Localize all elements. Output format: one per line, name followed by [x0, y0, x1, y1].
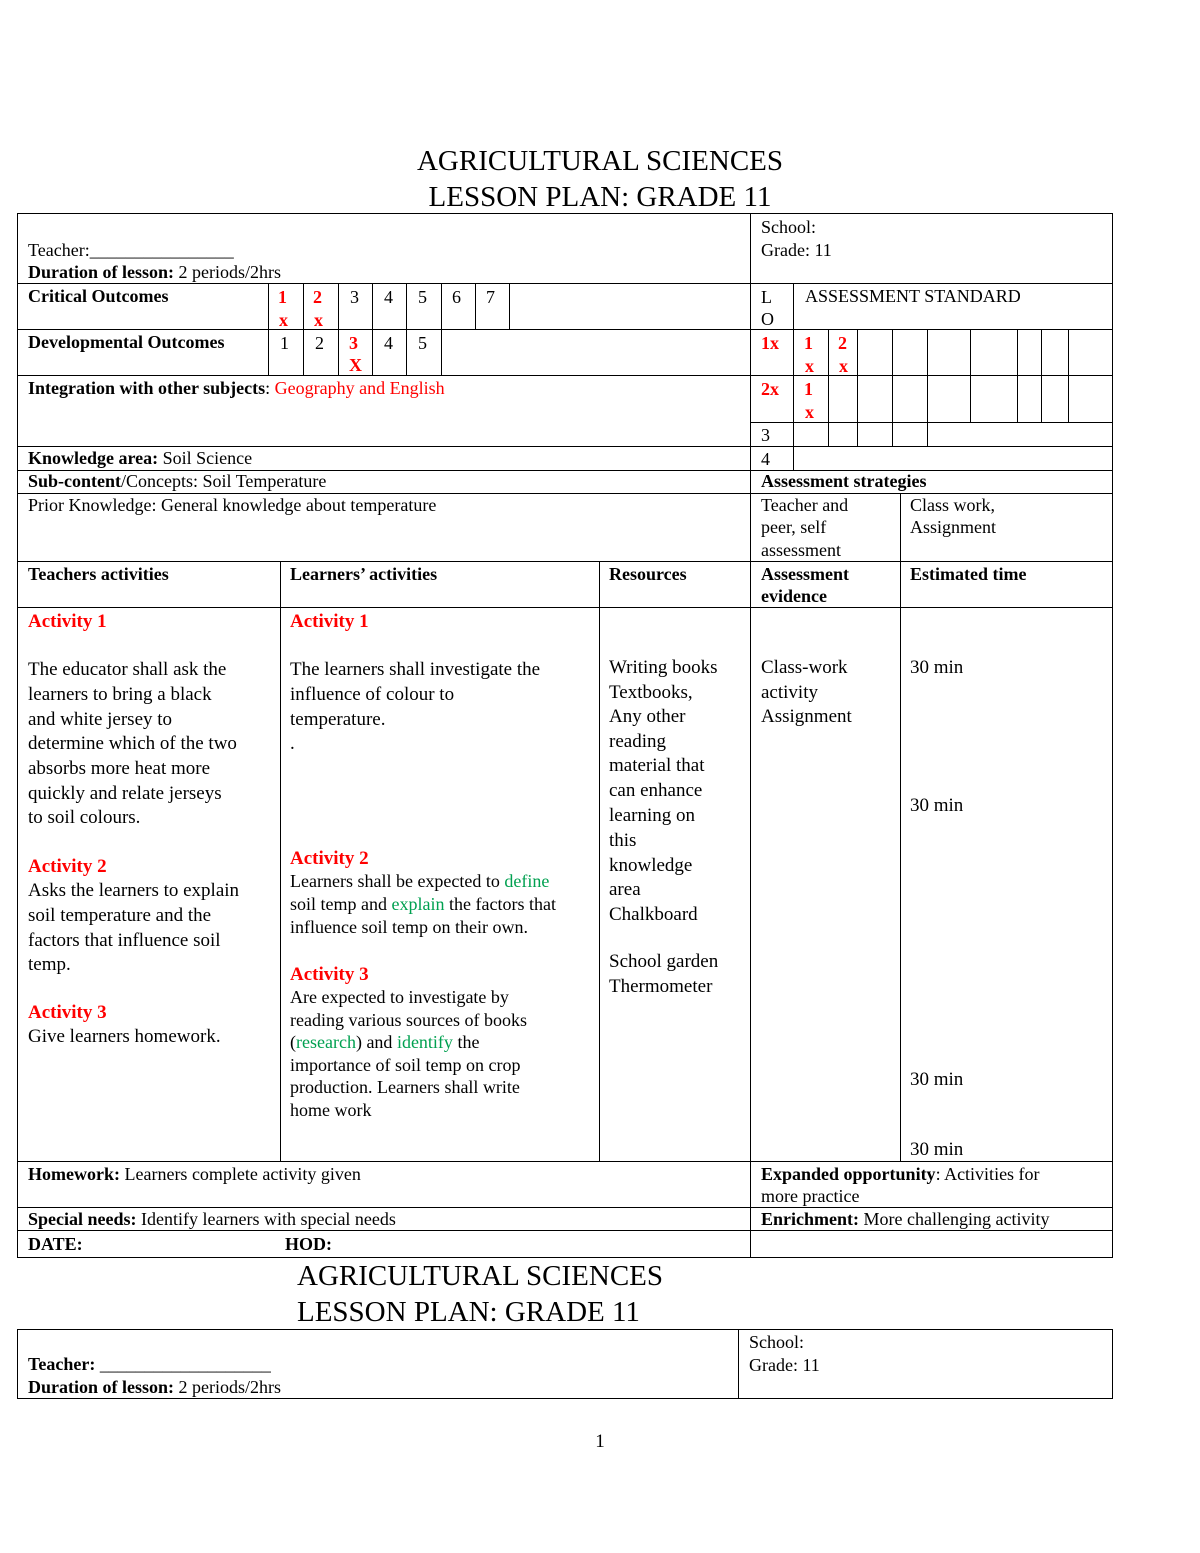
sub-content-row: Sub-content/Concepts: Soil Temperature [28, 471, 327, 491]
developmental-outcome-4: 4 [384, 333, 393, 353]
second-page-subtitle: LESSON PLAN: GRADE 11 [297, 1296, 640, 1328]
teacher-activity-3-line: Give learners homework. [28, 1026, 221, 1047]
expanded-opportunity-row: Expanded opportunity: Activities for [761, 1164, 1040, 1184]
header-resources: Resources [609, 564, 687, 584]
learner-activity-3-line-5: production. Learners shall write [290, 1077, 520, 1097]
enrichment-row: Enrichment: More challenging activity [761, 1209, 1050, 1229]
header-teachers-activities: Teachers activities [28, 564, 169, 584]
resource-item: knowledge [609, 855, 693, 876]
critical-outcome-1: 1 [278, 287, 287, 307]
teacher-activity-2-title: Activity 2 [28, 856, 107, 877]
integration-row: Integration with other subjects: Geography and English [28, 378, 445, 398]
knowledge-area-row: Knowledge area: Soil Science [28, 448, 253, 468]
resource-item: area [609, 879, 641, 900]
teacher-activity-1-line: to soil colours. [28, 807, 141, 828]
resource-item: Chalkboard [609, 904, 698, 925]
resource-item: Writing books [609, 657, 718, 678]
assessment-strategy-left-2: peer, self [761, 517, 827, 537]
learner-activity-2-line-3: influence soil temp on their own. [290, 917, 528, 937]
learner-activity-1-line: The learners shall investigate the [290, 659, 541, 680]
lo-row-1-as-1: 1 [804, 333, 813, 353]
lo-l: L [761, 287, 772, 307]
learner-activity-2-title: Activity 2 [290, 848, 369, 869]
resource-item: this [609, 830, 637, 851]
school-label: School: [761, 217, 817, 237]
critical-outcome-6: 6 [452, 287, 461, 307]
learner-activity-3-line-3: (research) and identify the [290, 1032, 480, 1052]
resource-item: can enhance [609, 780, 703, 801]
learner-activity-1-line: temperature. [290, 709, 386, 730]
teacher-activity-2-line: temp. [28, 954, 71, 975]
teacher-activity-1-line: and white jersey to [28, 709, 173, 730]
page-title: AGRICULTURAL SCIENCES [416, 145, 784, 177]
second-page-title: AGRICULTURAL SCIENCES [297, 1260, 664, 1292]
evidence-item: Class-work [761, 657, 848, 678]
assessment-strategy-left-1: Teacher and [761, 495, 849, 515]
lo-row-2-as-1-mark: x [805, 402, 814, 422]
resource-item: reading [609, 731, 666, 752]
learner-activity-1-line: . [290, 733, 295, 754]
teacher-activity-2-line: Asks the learners to explain [28, 880, 240, 901]
hod-label: HOD: [285, 1234, 332, 1254]
critical-outcome-3: 3 [350, 287, 359, 307]
developmental-outcomes-label: Developmental Outcomes [28, 332, 225, 352]
estimated-time: 30 min [910, 1139, 964, 1160]
lo-row-1: 1x [761, 333, 779, 353]
lo-row-3: 3 [761, 425, 770, 445]
resource-item: Thermometer [609, 976, 713, 997]
assessment-strategy-right-1: Class work, [910, 495, 995, 515]
teacher-activity-1-line: The educator shall ask the [28, 659, 227, 680]
teacher-activity-1-title: Activity 1 [28, 611, 107, 632]
teacher-activity-1-line: absorbs more heat more [28, 758, 211, 779]
duration-row: Duration of lesson: 2 periods/2hrs [28, 262, 282, 282]
developmental-outcome-3: 3 [349, 333, 358, 353]
page-subtitle: LESSON PLAN: GRADE 11 [428, 181, 772, 213]
learner-activity-3-line-4: importance of soil temp on crop [290, 1055, 521, 1075]
assessment-strategy-left-3: assessment [761, 540, 841, 560]
second-duration-row: Duration of lesson: 2 periods/2hrs [28, 1377, 282, 1397]
assessment-strategy-right-2: Assignment [910, 517, 997, 537]
learner-activity-2-line-2: soil temp and explain the factors that [290, 894, 556, 914]
prior-knowledge-row: Prior Knowledge: General knowledge about temperature [28, 495, 437, 515]
teacher-activity-1-line: determine which of the two [28, 733, 237, 754]
lo-row-1-as-1-mark: x [805, 356, 814, 376]
critical-outcome-4: 4 [384, 287, 393, 307]
resource-item: Any other [609, 706, 686, 727]
critical-outcome-5: 5 [418, 287, 427, 307]
critical-outcome-2: 2 [313, 287, 322, 307]
page-number: 1 [595, 1431, 605, 1452]
developmental-outcome-2: 2 [315, 333, 324, 353]
critical-outcome-7: 7 [486, 287, 495, 307]
date-label: DATE: [28, 1234, 83, 1254]
resource-item: learning on [609, 805, 696, 826]
grade-label: Grade: 11 [761, 240, 832, 260]
teacher-activity-2-line: soil temperature and the [28, 905, 212, 926]
evidence-item: activity [761, 682, 818, 703]
learner-activity-3-line-2: reading various sources of books [290, 1010, 527, 1030]
lo-row-1-as-2: 2 [838, 333, 847, 353]
learner-activity-2-line-1: Learners shall be expected to define [290, 871, 550, 891]
second-teacher-row: Teacher: ___________________ [28, 1354, 271, 1374]
resource-item: School garden [609, 951, 719, 972]
critical-outcome-2-mark: x [314, 310, 323, 330]
teacher-activity-1-line: learners to bring a black [28, 684, 212, 705]
lo-row-4: 4 [761, 449, 770, 469]
evidence-item: Assignment [761, 706, 852, 727]
header-estimated-time: Estimated time [910, 564, 1027, 584]
resource-item: material that [609, 755, 705, 776]
assessment-standard-label: ASSESSMENT STANDARD [805, 286, 1021, 306]
lo-row-2-as-1: 1 [804, 379, 813, 399]
teacher-activity-1-line: quickly and relate jerseys [28, 783, 222, 804]
critical-outcome-1-mark: x [279, 310, 288, 330]
critical-outcomes-label: Critical Outcomes [28, 286, 169, 306]
estimated-time: 30 min [910, 1069, 964, 1090]
teacher-activity-2-line: factors that influence soil [28, 930, 221, 951]
learner-activity-1-title: Activity 1 [290, 611, 369, 632]
developmental-outcome-1: 1 [280, 333, 289, 353]
developmental-outcome-5: 5 [418, 333, 427, 353]
special-needs-row: Special needs: Identify learners with special needs [28, 1209, 396, 1229]
header-assessment-evidence-2: evidence [761, 586, 827, 606]
homework-row: Homework: Learners complete activity given [28, 1164, 361, 1184]
header-learners-activities: Learners’ activities [290, 564, 438, 584]
lo-o: O [761, 309, 774, 329]
estimated-time: 30 min [910, 657, 964, 678]
learner-activity-3-title: Activity 3 [290, 964, 369, 985]
second-school-label: School: [749, 1332, 805, 1352]
estimated-time: 30 min [910, 795, 964, 816]
header-assessment-evidence: Assessment [761, 564, 849, 584]
learner-activity-3-line-1: Are expected to investigate by [290, 987, 509, 1007]
assessment-strategies-label: Assessment strategies [761, 471, 927, 491]
teacher-label: Teacher:________________ [28, 240, 234, 260]
developmental-outcome-3-mark: X [349, 355, 362, 375]
learner-activity-1-line: influence of colour to [290, 684, 455, 705]
lo-row-2: 2x [761, 379, 779, 399]
teacher-activity-3-title: Activity 3 [28, 1002, 107, 1023]
resource-item: Textbooks, [609, 682, 693, 703]
second-grade-label: Grade: 11 [749, 1355, 820, 1375]
expanded-opportunity-row-2: more practice [761, 1186, 860, 1206]
lo-row-1-as-2-mark: x [839, 356, 848, 376]
learner-activity-3-line-6: home work [290, 1100, 372, 1120]
